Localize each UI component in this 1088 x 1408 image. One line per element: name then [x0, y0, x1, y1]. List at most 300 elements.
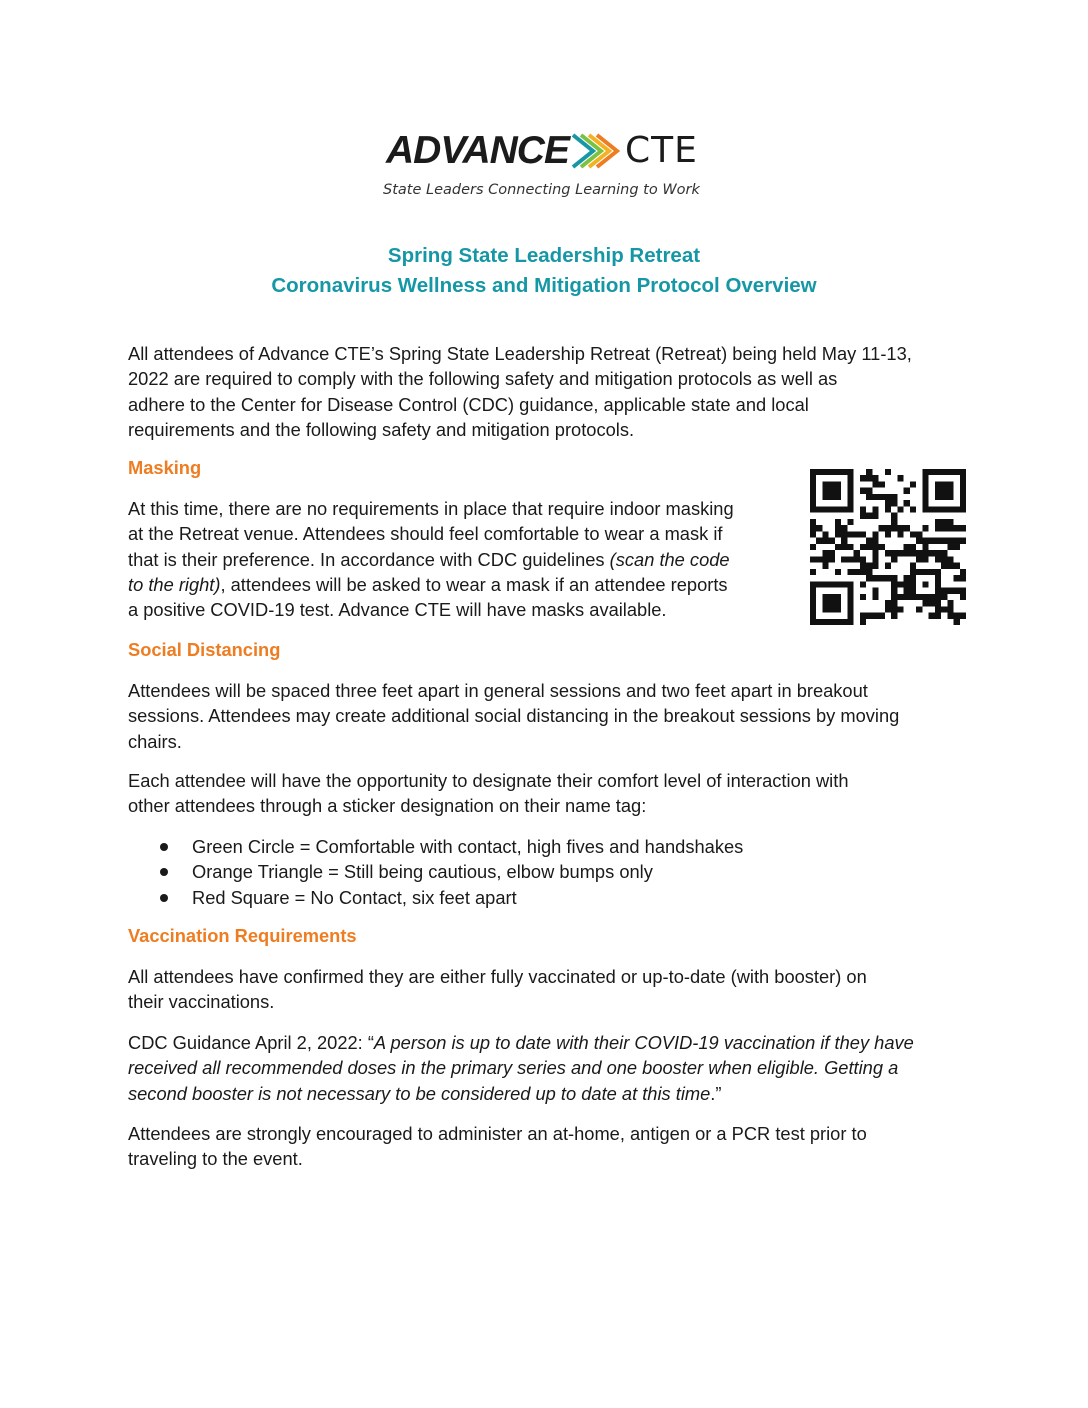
qr-module	[810, 588, 816, 594]
qr-module	[885, 563, 891, 569]
qr-module	[866, 544, 872, 550]
qr-module	[922, 475, 928, 481]
qr-module	[947, 556, 953, 562]
qr-module	[810, 606, 816, 612]
quote-text: received all recommended doses in the primary series and one booster when eligible. Getting a	[128, 1057, 899, 1079]
qr-module	[872, 544, 878, 550]
paragraph-line: sessions. Attendees may create additional social distancing in the breakout sessions by moving	[128, 705, 900, 727]
qr-module	[941, 606, 947, 612]
qr-module	[822, 606, 828, 612]
qr-module	[872, 475, 878, 481]
qr-module	[954, 538, 960, 544]
qr-module	[941, 550, 947, 556]
qr-module	[822, 494, 828, 500]
qr-module	[835, 600, 841, 606]
qr-module	[847, 531, 853, 537]
qr-module	[810, 600, 816, 606]
qr-module	[947, 481, 953, 487]
qr-module	[860, 619, 866, 625]
qr-module	[935, 575, 941, 581]
qr-module	[960, 613, 966, 619]
qr-module	[897, 581, 903, 587]
qr-module	[935, 506, 941, 512]
paragraph-line: their vaccinations.	[128, 991, 275, 1013]
list-item	[160, 834, 743, 859]
qr-module	[872, 538, 878, 544]
qr-module	[954, 469, 960, 475]
qr-module	[829, 481, 835, 487]
qr-module	[960, 500, 966, 506]
qr-module	[879, 481, 885, 487]
qr-module	[872, 594, 878, 600]
qr-module	[866, 469, 872, 475]
qr-module	[954, 506, 960, 512]
qr-module	[904, 550, 910, 556]
qr-module	[860, 569, 866, 575]
document-title: Spring State Leadership Retreat	[387, 244, 701, 267]
qr-module	[922, 525, 928, 531]
qr-module	[941, 469, 947, 475]
qr-module	[885, 525, 891, 531]
qr-module	[835, 494, 841, 500]
paragraph-line: Attendees will be spaced three feet apart in general sessions and two feet apart in breakout	[128, 680, 868, 701]
qr-module	[854, 569, 860, 575]
qr-module	[910, 594, 916, 600]
qr-module	[810, 475, 816, 481]
qr-module	[854, 556, 860, 562]
qr-module	[816, 581, 822, 587]
logo-tagline: State Leaders Connecting Learning to Work	[383, 182, 700, 198]
qr-module	[947, 506, 953, 512]
qr-module	[847, 569, 853, 575]
qr-module	[954, 613, 960, 619]
bullet-icon	[160, 868, 168, 876]
qr-module	[885, 531, 891, 537]
qr-module	[960, 575, 966, 581]
qr-module	[947, 544, 953, 550]
qr-module	[935, 600, 941, 606]
qr-module	[891, 600, 897, 606]
quote-line	[128, 1030, 914, 1055]
qr-module	[935, 588, 941, 594]
qr-module	[960, 569, 966, 575]
qr-module	[822, 619, 828, 625]
qr-module	[960, 538, 966, 544]
qr-module	[860, 613, 866, 619]
list-item-text: Orange Triangle = Still being cautious, elbow bumps only	[192, 861, 653, 883]
qr-module	[841, 469, 847, 475]
qr-module	[922, 538, 928, 544]
qr-module	[922, 594, 928, 600]
qr-module	[929, 506, 935, 512]
qr-module	[810, 594, 816, 600]
qr-module	[847, 581, 853, 587]
qr-module	[822, 506, 828, 512]
qr-module	[904, 594, 910, 600]
qr-module	[860, 513, 866, 519]
masking-heading: Masking	[128, 457, 202, 478]
advance-cte-logo	[383, 128, 706, 204]
list-item-text: Green Circle = Comfortable with contact, high fives and handshakes	[192, 836, 744, 857]
masking-line: at the Retreat venue. Attendees should feel comfortable to wear a mask if	[128, 523, 723, 545]
qr-module	[941, 588, 947, 594]
qr-module	[885, 550, 891, 556]
qr-module	[854, 531, 860, 537]
masking-line: a positive COVID-19 test. Advance CTE will have masks available.	[128, 599, 667, 621]
qr-module	[897, 525, 903, 531]
paragraph-line: chairs.	[128, 730, 182, 752]
qr-module	[872, 513, 878, 519]
qr-module	[854, 550, 860, 556]
qr-module	[891, 556, 897, 562]
qr-module	[822, 469, 828, 475]
qr-module	[829, 494, 835, 500]
qr-module	[960, 525, 966, 531]
qr-module	[885, 469, 891, 475]
qr-module	[960, 494, 966, 500]
qr-module	[941, 494, 947, 500]
qr-module	[847, 600, 853, 606]
qr-module	[954, 563, 960, 569]
qr-module	[879, 613, 885, 619]
qr-module	[866, 513, 872, 519]
qr-module	[935, 519, 941, 525]
qr-module	[810, 531, 816, 537]
qr-module	[910, 563, 916, 569]
qr-module	[916, 556, 922, 562]
logo-chevron-arrows-icon	[571, 131, 623, 171]
qr-module	[872, 575, 878, 581]
qr-module	[835, 569, 841, 575]
sticker-designation-paragraph	[128, 768, 849, 819]
qr-module	[810, 613, 816, 619]
qr-module	[954, 588, 960, 594]
qr-module	[835, 506, 841, 512]
qr-module	[860, 581, 866, 587]
qr-module	[810, 619, 816, 625]
qr-module	[885, 600, 891, 606]
qr-module	[866, 563, 872, 569]
qr-module	[841, 556, 847, 562]
qr-module	[960, 594, 966, 600]
qr-module	[810, 525, 816, 531]
cdc-guidance-quote	[128, 1030, 914, 1106]
qr-module	[847, 613, 853, 619]
social-distancing-heading: Social Distancing	[128, 639, 281, 660]
qr-module	[935, 481, 941, 487]
qr-module	[954, 619, 960, 625]
qr-module	[929, 538, 935, 544]
qr-module	[860, 594, 866, 600]
intro-line: adhere to the Center for Disease Control (CDC) guidance, applicable state and local	[128, 393, 809, 415]
qr-module	[947, 613, 953, 619]
qr-module	[947, 519, 953, 525]
scan-code-note: to the right)	[128, 573, 221, 595]
qr-module	[829, 600, 835, 606]
qr-module	[860, 531, 866, 537]
qr-module	[822, 531, 828, 537]
qr-module	[916, 550, 922, 556]
qr-module	[816, 525, 822, 531]
qr-module	[947, 525, 953, 531]
qr-module	[935, 569, 941, 575]
qr-module	[910, 575, 916, 581]
qr-module	[891, 581, 897, 587]
qr-module	[891, 525, 897, 531]
qr-module	[829, 556, 835, 562]
qr-module	[904, 488, 910, 494]
qr-module	[872, 481, 878, 487]
qr-module	[847, 500, 853, 506]
qr-module	[935, 594, 941, 600]
qr-module	[922, 544, 928, 550]
qr-module	[847, 475, 853, 481]
qr-module	[941, 488, 947, 494]
qr-module	[904, 581, 910, 587]
qr-module	[935, 494, 941, 500]
quote-line	[128, 1081, 914, 1106]
qr-module	[910, 550, 916, 556]
masking-paragraph	[128, 496, 734, 622]
masking-line	[128, 572, 734, 597]
qr-module	[922, 506, 928, 512]
qr-module	[872, 588, 878, 594]
qr-module	[916, 531, 922, 537]
qr-module	[822, 488, 828, 494]
qr-module	[947, 588, 953, 594]
qr-module	[954, 525, 960, 531]
qr-module	[922, 550, 928, 556]
qr-module	[897, 531, 903, 537]
qr-module	[960, 488, 966, 494]
qr-module	[810, 469, 816, 475]
qr-module	[860, 475, 866, 481]
paragraph-line: traveling to the event.	[128, 1148, 303, 1170]
qr-module	[904, 544, 910, 550]
qr-module	[879, 544, 885, 550]
quote-suffix: .”	[710, 1082, 722, 1104]
qr-module	[872, 563, 878, 569]
qr-module	[922, 469, 928, 475]
paragraph-line: All attendees have confirmed they are either fully vaccinated or up-to-date (with booster) on	[128, 966, 867, 987]
qr-module	[947, 488, 953, 494]
qr-module	[816, 538, 822, 544]
qr-module	[829, 488, 835, 494]
quote-text: second booster is not necessary to be considered up to date at this time	[128, 1082, 711, 1104]
intro-line: All attendees of Advance CTE’s Spring State Leadership Retreat (Retreat) being held May 11-13,	[128, 343, 912, 364]
qr-module	[835, 481, 841, 487]
qr-module	[860, 506, 866, 512]
qr-module	[835, 469, 841, 475]
document-subtitle: Coronavirus Wellness and Mitigation Protocol Overview	[271, 274, 817, 297]
qr-module	[960, 475, 966, 481]
quote-text: A person is up to date with their COVID-19 vaccination if they have	[373, 1032, 914, 1053]
qr-module	[829, 538, 835, 544]
masking-line: At this time, there are no requirements in place that require indoor masking	[128, 498, 734, 519]
intro-line: requirements and the following safety and mitigation protocols.	[128, 418, 635, 440]
qr-module	[822, 594, 828, 600]
qr-module	[822, 563, 828, 569]
qr-module	[916, 606, 922, 612]
qr-module	[947, 563, 953, 569]
qr-module	[835, 525, 841, 531]
bullet-icon	[160, 894, 168, 902]
qr-module	[810, 500, 816, 506]
qr-module	[904, 525, 910, 531]
qr-module	[910, 481, 916, 487]
qr-module	[847, 481, 853, 487]
qr-module	[847, 519, 853, 525]
qr-module	[941, 556, 947, 562]
qr-module	[822, 481, 828, 487]
qr-module	[835, 519, 841, 525]
qr-module	[841, 544, 847, 550]
qr-module	[947, 469, 953, 475]
qr-module	[841, 525, 847, 531]
qr-module	[810, 481, 816, 487]
vaccination-heading: Vaccination Requirements	[128, 925, 357, 946]
qr-module	[916, 538, 922, 544]
qr-module	[816, 556, 822, 562]
qr-module	[941, 506, 947, 512]
qr-module	[829, 581, 835, 587]
qr-module	[879, 494, 885, 500]
qr-module	[835, 531, 841, 537]
qr-module	[947, 538, 953, 544]
qr-module	[910, 588, 916, 594]
logo-word-advance: ADVANCE	[386, 129, 569, 172]
qr-code-icon[interactable]	[810, 469, 966, 625]
qr-module	[829, 469, 835, 475]
qr-module	[941, 538, 947, 544]
qr-module	[897, 550, 903, 556]
qr-module	[872, 494, 878, 500]
qr-module	[922, 488, 928, 494]
qr-module	[897, 506, 903, 512]
qr-module	[960, 506, 966, 512]
qr-module	[810, 556, 816, 562]
qr-module	[841, 619, 847, 625]
qr-module	[897, 475, 903, 481]
scan-code-note: (scan the code	[609, 548, 730, 570]
qr-module	[847, 556, 853, 562]
qr-module	[847, 588, 853, 594]
qr-module	[922, 556, 928, 562]
qr-module	[841, 531, 847, 537]
qr-module	[935, 556, 941, 562]
qr-module	[929, 469, 935, 475]
qr-module	[935, 550, 941, 556]
qr-module	[860, 556, 866, 562]
list-item-text: Red Square = No Contact, six feet apart	[192, 886, 517, 908]
qr-module	[829, 594, 835, 600]
qr-module	[810, 581, 816, 587]
qr-module	[922, 569, 928, 575]
qr-module	[816, 469, 822, 475]
qr-module	[810, 519, 816, 525]
qr-module	[929, 600, 935, 606]
logo-word-cte: CTE	[624, 130, 698, 171]
paragraph-line: Each attendee will have the opportunity to designate their comfort level of interaction with	[128, 770, 849, 791]
qr-module	[941, 563, 947, 569]
qr-module	[847, 494, 853, 500]
qr-module	[891, 550, 897, 556]
qr-module	[860, 544, 866, 550]
qr-module	[816, 619, 822, 625]
qr-module	[829, 606, 835, 612]
qr-module	[941, 519, 947, 525]
qr-module	[841, 538, 847, 544]
qr-module	[891, 513, 897, 519]
qr-module	[822, 600, 828, 606]
qr-module	[835, 594, 841, 600]
qr-module	[935, 525, 941, 531]
qr-module	[922, 600, 928, 606]
qr-module	[829, 550, 835, 556]
logo-wordmark	[386, 128, 698, 174]
qr-module	[935, 488, 941, 494]
qr-module	[841, 506, 847, 512]
qr-module	[941, 481, 947, 487]
qr-module	[810, 488, 816, 494]
qr-module	[897, 606, 903, 612]
qr-module	[866, 538, 872, 544]
qr-module	[835, 544, 841, 550]
qr-module	[941, 525, 947, 531]
qr-module	[910, 569, 916, 575]
paragraph-line: Attendees are strongly encouraged to administer an at-home, antigen or a PCR test prior to	[128, 1123, 867, 1144]
qr-module	[829, 619, 835, 625]
vaccination-paragraph	[128, 964, 867, 1015]
qr-module	[872, 506, 878, 512]
qr-module	[947, 600, 953, 606]
qr-module	[885, 494, 891, 500]
qr-module	[822, 550, 828, 556]
qr-module	[879, 525, 885, 531]
qr-module	[929, 594, 935, 600]
qr-module	[829, 506, 835, 512]
qr-module	[916, 569, 922, 575]
qr-module	[822, 581, 828, 587]
qr-module	[916, 594, 922, 600]
qr-module	[891, 613, 897, 619]
list-item	[160, 859, 743, 884]
qr-module	[835, 606, 841, 612]
qr-module	[910, 531, 916, 537]
qr-module	[872, 613, 878, 619]
list-item	[160, 885, 743, 910]
qr-module	[810, 544, 816, 550]
qr-module	[835, 619, 841, 625]
qr-module	[866, 494, 872, 500]
quote-prefix: CDC Guidance April 2, 2022: “	[128, 1032, 374, 1053]
testing-paragraph	[128, 1121, 867, 1172]
qr-module	[822, 538, 828, 544]
masking-text: that is their preference. In accordance with CDC guidelines	[128, 548, 610, 570]
qr-module	[910, 544, 916, 550]
bullet-icon	[160, 843, 168, 851]
qr-module	[847, 488, 853, 494]
qr-module	[891, 519, 897, 525]
qr-module	[922, 481, 928, 487]
qr-module	[941, 594, 947, 600]
qr-module	[922, 500, 928, 506]
qr-module	[935, 613, 941, 619]
social-distancing-paragraph	[128, 678, 899, 754]
qr-module	[891, 588, 897, 594]
qr-module	[904, 588, 910, 594]
qr-module	[816, 506, 822, 512]
